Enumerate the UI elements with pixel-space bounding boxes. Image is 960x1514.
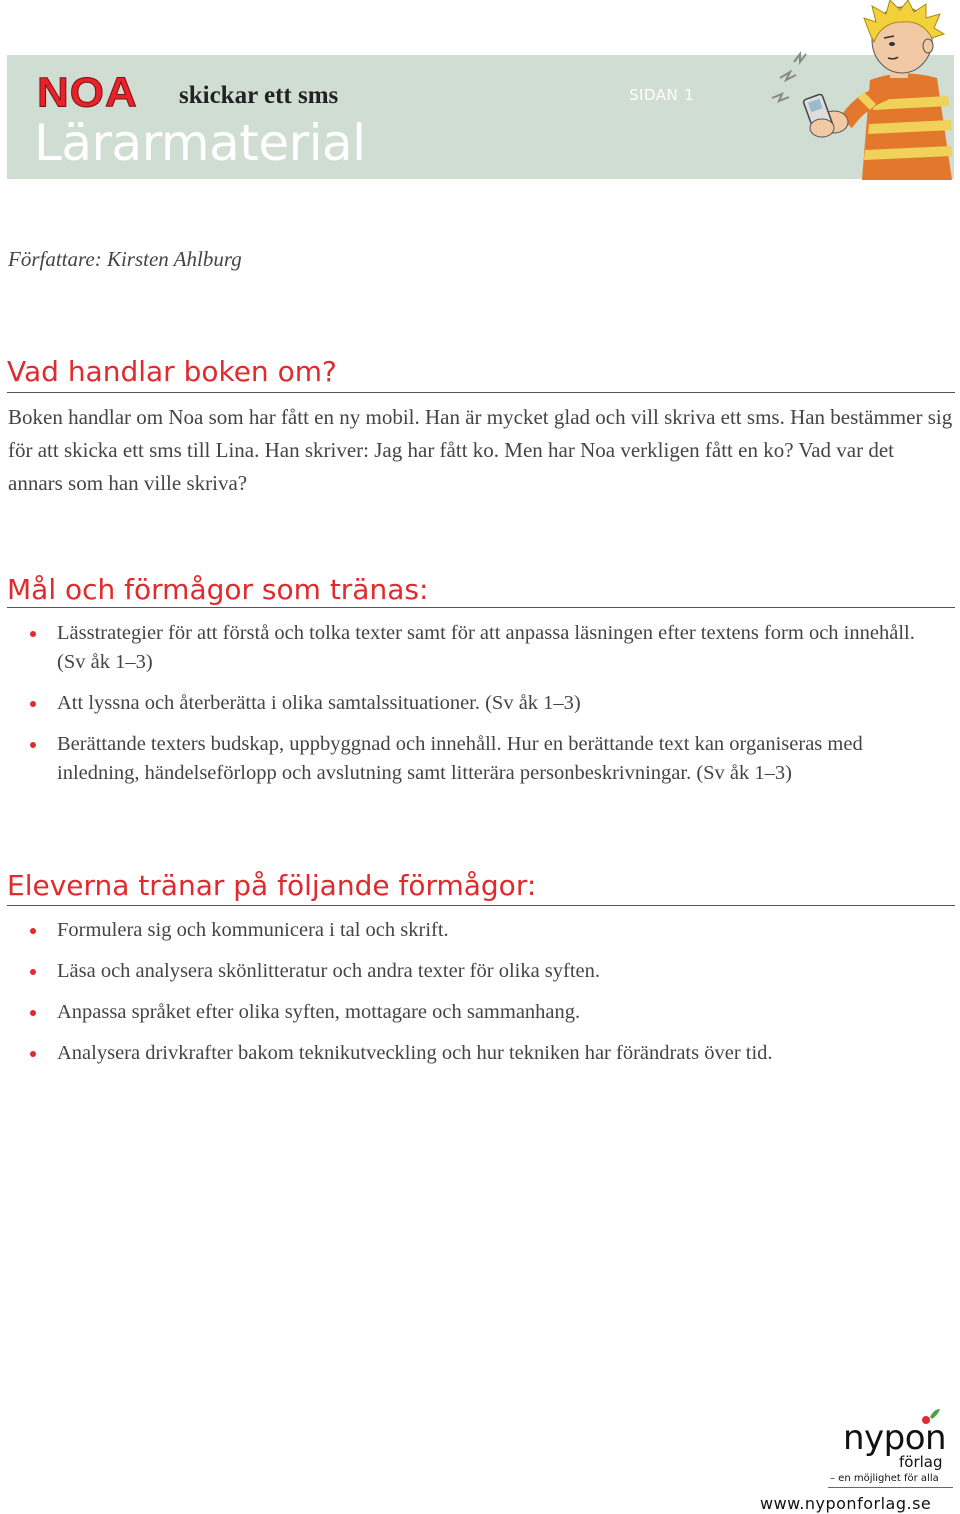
list-item <box>32 916 932 945</box>
skills-list <box>32 916 932 1080</box>
list-item-text: Formulera sig och kommunicera i tal och skrift. <box>57 919 449 941</box>
bullet-icon <box>30 1010 36 1016</box>
page-title: Lärarmaterial <box>34 114 366 172</box>
list-item <box>32 689 932 718</box>
section-divider <box>7 607 955 608</box>
bullet-icon <box>30 928 36 934</box>
section-divider <box>7 392 955 393</box>
list-item <box>32 730 932 788</box>
logo-sub-text: förlag <box>899 1453 943 1471</box>
bullet-icon <box>30 742 36 748</box>
bullet-icon <box>30 1051 36 1057</box>
bullet-icon <box>30 631 36 637</box>
section-heading-skills: Eleverna tränar på följande förmågor: <box>7 869 537 902</box>
list-item-text: Berättande texters budskap, uppbyggnad och innehåll. Hur en berättande text kan organiseras med inledning, händelseförlopp och avslutning samt litterära personbeskrivningar. (Sv åk 1–3) <box>57 733 863 784</box>
list-item <box>32 957 932 986</box>
brand-logo-text: NOA <box>37 69 138 116</box>
section-heading-goals: Mål och förmågor som tränas: <box>7 573 429 606</box>
bullet-icon <box>30 969 36 975</box>
list-item-text: Att lyssna och återberätta i olika samtalssituationer. (Sv åk 1–3) <box>57 692 581 714</box>
author-line: Författare: Kirsten Ahlburg <box>8 247 242 271</box>
list-item <box>32 619 932 677</box>
goals-list <box>32 619 932 800</box>
logo-main-text: nypon <box>843 1418 947 1458</box>
page-label: SIDAN <box>629 86 679 104</box>
bullet-icon <box>30 701 36 707</box>
list-item-text: Analysera drivkrafter bakom teknikutveckling och hur tekniken har förändrats över tid. <box>57 1042 773 1064</box>
list-item-text: Läsa och analysera skönlitteratur och andra texter för olika syften. <box>57 960 601 982</box>
logo-tagline: – en möjlighet för alla <box>830 1473 939 1484</box>
about-paragraph: Boken handlar om Noa som har fått en ny mobil. Han är mycket glad och vill skriva ett sms. Han bestämmer sig för att skicka ett sms till Lina. Han skriver: Jag har fått ko. Men har Noa verkligen fått en ko? Vad var det annars som han ville skriva? <box>8 405 953 495</box>
logo-underline <box>828 1487 953 1488</box>
page-number: 1 <box>684 86 695 104</box>
list-item <box>32 998 932 1027</box>
boy-with-phone-illustration <box>752 0 960 180</box>
list-item-text: Anpassa språket efter olika syften, mottagare och sammanhang. <box>57 1001 581 1023</box>
list-item <box>32 1039 932 1068</box>
page-indicator <box>629 85 694 105</box>
section-divider <box>7 905 955 906</box>
list-item-text: Lässtrategier för att förstå och tolka texter samt för att anpassa läsningen efter textens form och innehåll. (Sv åk 1–3) <box>57 622 915 673</box>
section-heading-about: Vad handlar boken om? <box>7 355 337 388</box>
website-link[interactable]: www.nyponforlag.se <box>760 1494 932 1513</box>
header-subtitle: skickar ett sms <box>179 82 339 109</box>
